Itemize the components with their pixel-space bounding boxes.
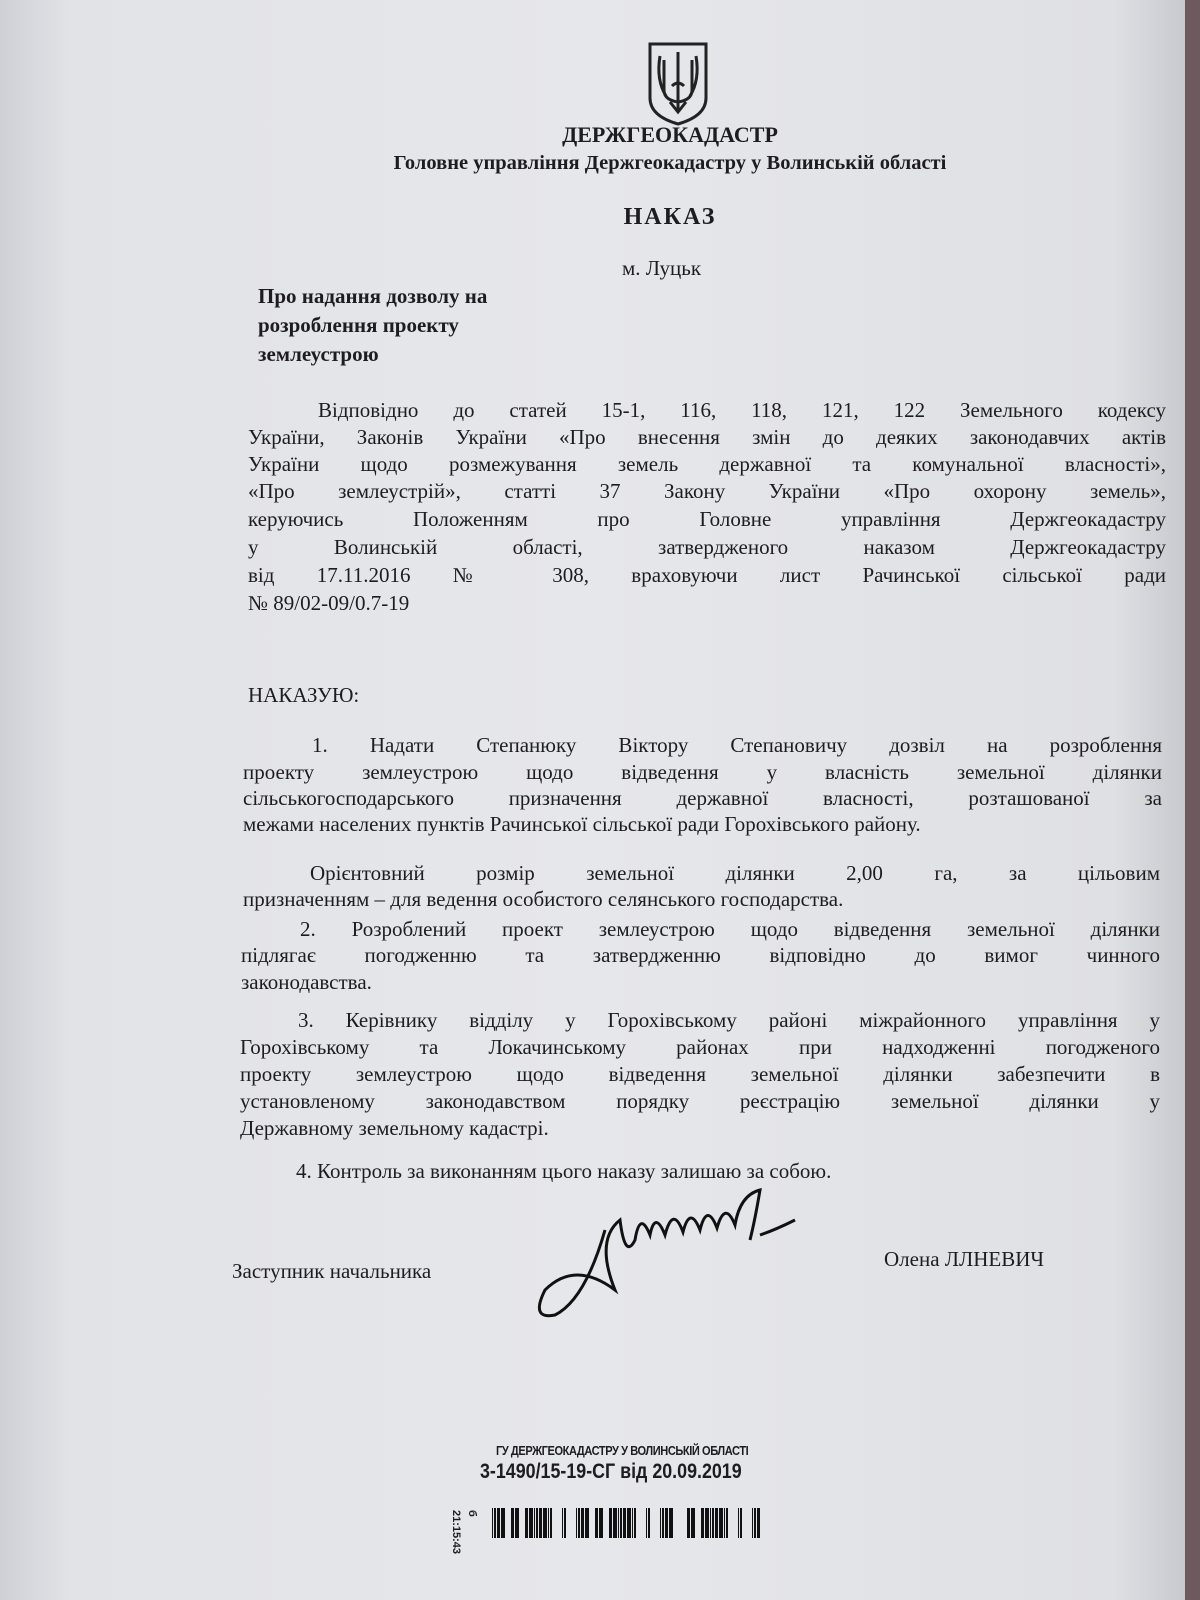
barcode-bar: [576, 1508, 577, 1538]
text-line: Орієнтовний розмір земельної ділянки 2,00 га, за цільовим: [310, 861, 1160, 885]
barcode-bar: [595, 1508, 598, 1538]
barcode-bar: [687, 1508, 690, 1538]
barcode-bar: [620, 1508, 622, 1538]
barcode-bar: [726, 1508, 728, 1538]
text-line: Державному земельному кадастрі.: [240, 1116, 549, 1140]
barcode-bar: [515, 1508, 519, 1538]
barcode-bar: [564, 1508, 566, 1538]
barcode-bar: [705, 1508, 709, 1538]
text-line: Горохівському та Локачинському районах при надходженні погодженого: [240, 1035, 1160, 1059]
barcode-bar: [627, 1508, 631, 1538]
stamp-time: 21:15:43: [450, 1510, 462, 1555]
barcode-bar: [581, 1508, 584, 1538]
barcode-bar: [738, 1508, 739, 1538]
text-line: України, Законів України «Про внесення змін до деяких законодавчих актів: [248, 425, 1166, 449]
signatory-position: Заступник начальника: [232, 1259, 432, 1283]
barcode-bar: [669, 1508, 673, 1538]
text-line: межами населених пунктів Рачинської сільської ради Горохівського району.: [243, 812, 921, 836]
text-line: керуючись Положенням про Головне управління Держгеокадастру: [248, 507, 1166, 531]
barcode-bar: [710, 1508, 711, 1538]
subject-line: розроблення проекту: [258, 313, 459, 337]
barcode-bar: [529, 1508, 533, 1538]
agency-name: ДЕРЖГЕОКАДАСТР: [562, 122, 778, 147]
text-line: проекту землеустрою щодо відведення земельної ділянки забезпечити в: [240, 1062, 1160, 1086]
barcode-bar: [662, 1508, 664, 1538]
text-line: законодавства.: [241, 970, 372, 994]
subject-line: Про надання дозволу на: [258, 284, 488, 308]
text-line: від 17.11.2016 № 308, враховуючи лист Рачинської сільської ради: [248, 563, 1166, 587]
registration-number: 3-1490/15-19-СГ від 20.09.2019: [480, 1460, 742, 1483]
stamp-mark: б: [466, 1510, 478, 1517]
subject-line: землеустрою: [258, 342, 379, 366]
order-word: НАКАЗУЮ:: [248, 683, 360, 707]
barcode-bar: [665, 1508, 668, 1538]
text-line: призначенням – для ведення особистого селянського господарства.: [243, 887, 844, 911]
barcode-bar: [632, 1508, 633, 1538]
barcode-bar: [754, 1508, 756, 1538]
stamp-organization: ГУ ДЕРЖГЕОКАДАСТРУ У ВОЛИНСЬКІЙ ОБЛАСТІ: [496, 1443, 749, 1458]
text-line: 2. Розроблений проект землеустрою щодо відведення земельної ділянки: [300, 917, 1160, 941]
barcode-bar: [501, 1508, 505, 1538]
barcode-bar: [740, 1508, 742, 1538]
city: м. Луцьк: [622, 256, 702, 280]
text-line: підлягає погодженню та затвердженню відповідно до вимог чинного: [241, 943, 1160, 967]
barcode-bar: [752, 1508, 753, 1538]
document-type: НАКАЗ: [623, 204, 717, 230]
barcode-bar: [691, 1508, 695, 1538]
barcode-bar: [497, 1508, 500, 1538]
text-line: 3. Керівнику відділу у Горохівському районі міжрайонного управління у: [298, 1008, 1160, 1032]
text-line: Відповідно до статей 15-1, 116, 118, 121, 122 Земельного кодексу: [318, 398, 1166, 422]
barcode-bar: [712, 1508, 714, 1538]
barcode-bar: [609, 1508, 612, 1538]
barcode-bar: [585, 1508, 589, 1538]
barcode: [492, 1508, 762, 1538]
barcode-bar: [548, 1508, 549, 1538]
text-line: № 89/02-09/0.7-19: [248, 591, 410, 615]
barcode-bar: [618, 1508, 619, 1538]
barcode-bar: [646, 1508, 647, 1538]
barcode-bar: [492, 1508, 493, 1538]
trident-coat-of-arms-icon: [646, 40, 710, 126]
barcode-bar: [757, 1508, 760, 1538]
barcode-bar: [660, 1508, 661, 1538]
barcode-bar: [534, 1508, 535, 1538]
text-line: установленому законодавством порядку реєстрацію земельної ділянки у: [240, 1089, 1160, 1113]
barcode-bar: [511, 1508, 514, 1538]
text-line: сільськогосподарського призначення державної власності, розташованої за: [243, 786, 1162, 810]
text-line: проекту землеустрою щодо відведення у власність земельної ділянки: [243, 760, 1162, 784]
text-line: 1. Надати Степанюку Віктору Степановичу дозвіл на розроблення: [312, 733, 1162, 757]
barcode-bar: [536, 1508, 538, 1538]
barcode-bar: [623, 1508, 626, 1538]
barcode-bar: [634, 1508, 636, 1538]
text-line: у Волинській області, затвердженого наказом Держгеокадастру: [248, 535, 1166, 559]
text-line: «Про землеустрій», статті 37 Закону України «Про охорону земель»,: [248, 479, 1166, 503]
barcode-bar: [613, 1508, 617, 1538]
text-line: України щодо розмежування земель державної та комунальної власності»,: [248, 452, 1166, 476]
text-line: 4. Контроль за виконанням цього наказу залишаю за собою.: [296, 1159, 832, 1183]
barcode-bar: [525, 1508, 528, 1538]
barcode-bar: [648, 1508, 650, 1538]
barcode-bar: [724, 1508, 725, 1538]
barcode-bar: [550, 1508, 552, 1538]
barcode-bar: [719, 1508, 723, 1538]
handwritten-signature: [525, 1180, 825, 1330]
barcode-bar: [599, 1508, 603, 1538]
barcode-bar: [562, 1508, 563, 1538]
barcode-bar: [701, 1508, 704, 1538]
barcode-bar: [543, 1508, 547, 1538]
signatory-name: Олена ЛЛНЕВИЧ: [884, 1247, 1045, 1271]
barcode-bar: [494, 1508, 496, 1538]
department-name: Головне управління Держгеокадастру у Волинській області: [393, 152, 947, 174]
barcode-bar: [578, 1508, 580, 1538]
barcode-bar: [715, 1508, 718, 1538]
barcode-bar: [539, 1508, 542, 1538]
